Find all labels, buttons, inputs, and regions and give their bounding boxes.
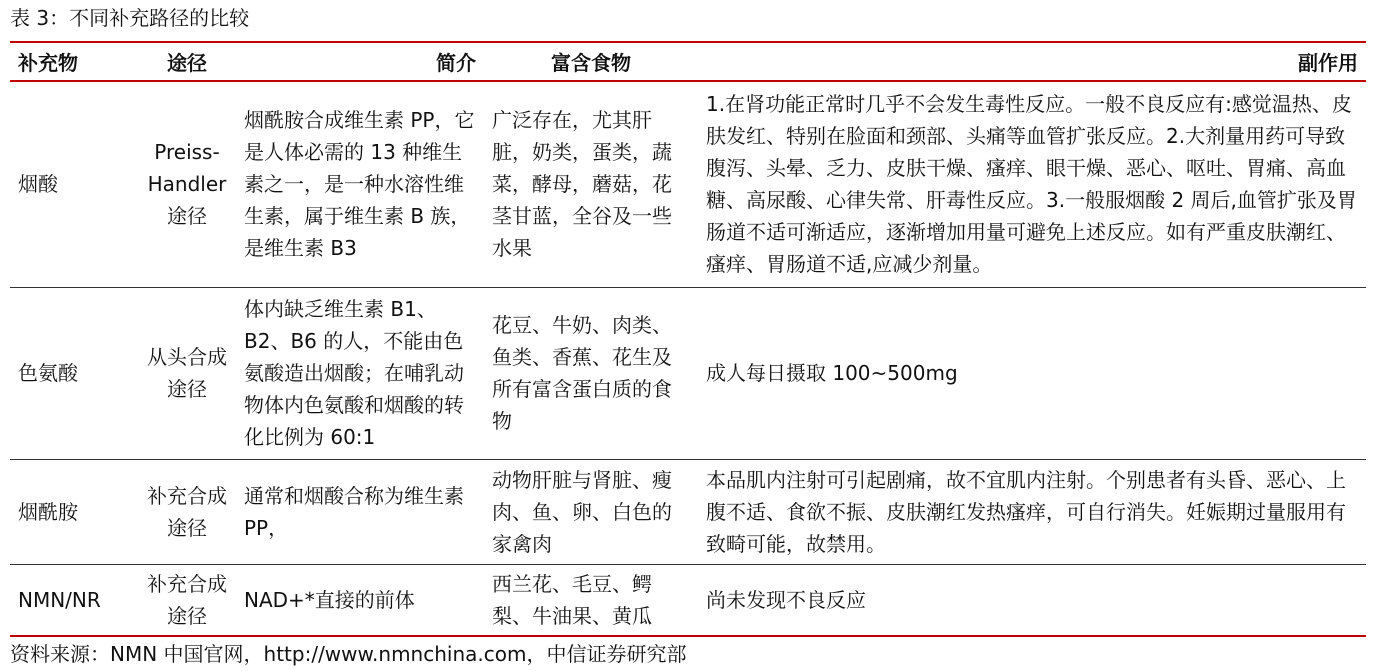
cell-intro: 体内缺乏维生素 B1、B2、B6 的人，不能由色氨酸造出烟酸；在哺乳动物体内色氨酸和烟酸的转化比例为 60:1	[236, 287, 484, 459]
cell-foods: 动物肝脏与肾脏、瘦肉、鱼、卵、白色的家禽肉	[484, 459, 698, 564]
table-title: 表 3：不同补充路径的比较	[10, 6, 250, 30]
cell-intro: 烟酰胺合成维生素 PP，它是人体必需的 13 种维生素之一，是一种水溶性维生素，属于维生素 B 族，是维生素 B3	[236, 81, 484, 287]
cell-side-effects: 尚未发现不良反应	[698, 564, 1366, 636]
header-pathway: 途径	[138, 42, 236, 81]
table-row	[10, 81, 1366, 287]
cell-supplement: 烟酸	[10, 81, 138, 287]
header-intro: 简介	[236, 42, 484, 81]
cell-supplement: 烟酰胺	[10, 459, 138, 564]
cell-pathway: Preiss-Handler途径	[138, 81, 236, 287]
header-supplement: 补充物	[10, 42, 138, 81]
source-note: 资料来源：NMN 中国官网，http://www.nmnchina.com，中信证券研究部	[10, 642, 687, 666]
comparison-table	[10, 41, 1366, 637]
cell-foods: 西兰花、毛豆、鳄梨、牛油果、黄瓜	[484, 564, 698, 636]
cell-supplement: NMN/NR	[10, 564, 138, 636]
cell-foods: 花豆、牛奶、肉类、鱼类、香蕉、花生及所有富含蛋白质的食物	[484, 287, 698, 459]
cell-side-effects: 本品肌内注射可引起剧痛，故不宜肌内注射。个别患者有头昏、恶心、上腹不适、食欲不振、皮肤潮红发热瘙痒，可自行消失。妊娠期过量服用有致畸可能，故禁用。	[698, 459, 1366, 564]
table-row	[10, 564, 1366, 636]
cell-side-effects: 1.在肾功能正常时几乎不会发生毒性反应。一般不良反应有:感觉温热、皮肤发红、特别在脸面和颈部、头痛等血管扩张反应。2.大剂量用药可导致腹泻、头晕、乏力、皮肤干燥、瘙痒、眼干燥、恶心、呕吐、胃痛、高血糖、高尿酸、心律失常、肝毒性反应。3.一般服烟酸 2 周后,血管扩张及胃肠道不适可渐适应，逐渐增加用量可避免上述反应。如有严重皮肤潮红、瘙痒、胃肠道不适,应减少剂量。	[698, 81, 1366, 287]
header-row	[10, 42, 1366, 81]
header-foods: 富含食物	[484, 42, 698, 81]
cell-pathway: 从头合成途径	[138, 287, 236, 459]
cell-pathway: 补充合成途径	[138, 459, 236, 564]
cell-intro: 通常和烟酸合称为维生素 PP，	[236, 459, 484, 564]
cell-side-effects: 成人每日摄取 100~500mg	[698, 287, 1366, 459]
table-row	[10, 287, 1366, 459]
cell-foods: 广泛存在，尤其肝脏，奶类，蛋类，蔬菜，酵母，蘑菇，花茎甘蓝，全谷及一些水果	[484, 81, 698, 287]
cell-supplement: 色氨酸	[10, 287, 138, 459]
cell-pathway: 补充合成途径	[138, 564, 236, 636]
cell-intro: NAD+*直接的前体	[236, 564, 484, 636]
header-side-effects: 副作用	[698, 42, 1366, 81]
table-row	[10, 459, 1366, 564]
